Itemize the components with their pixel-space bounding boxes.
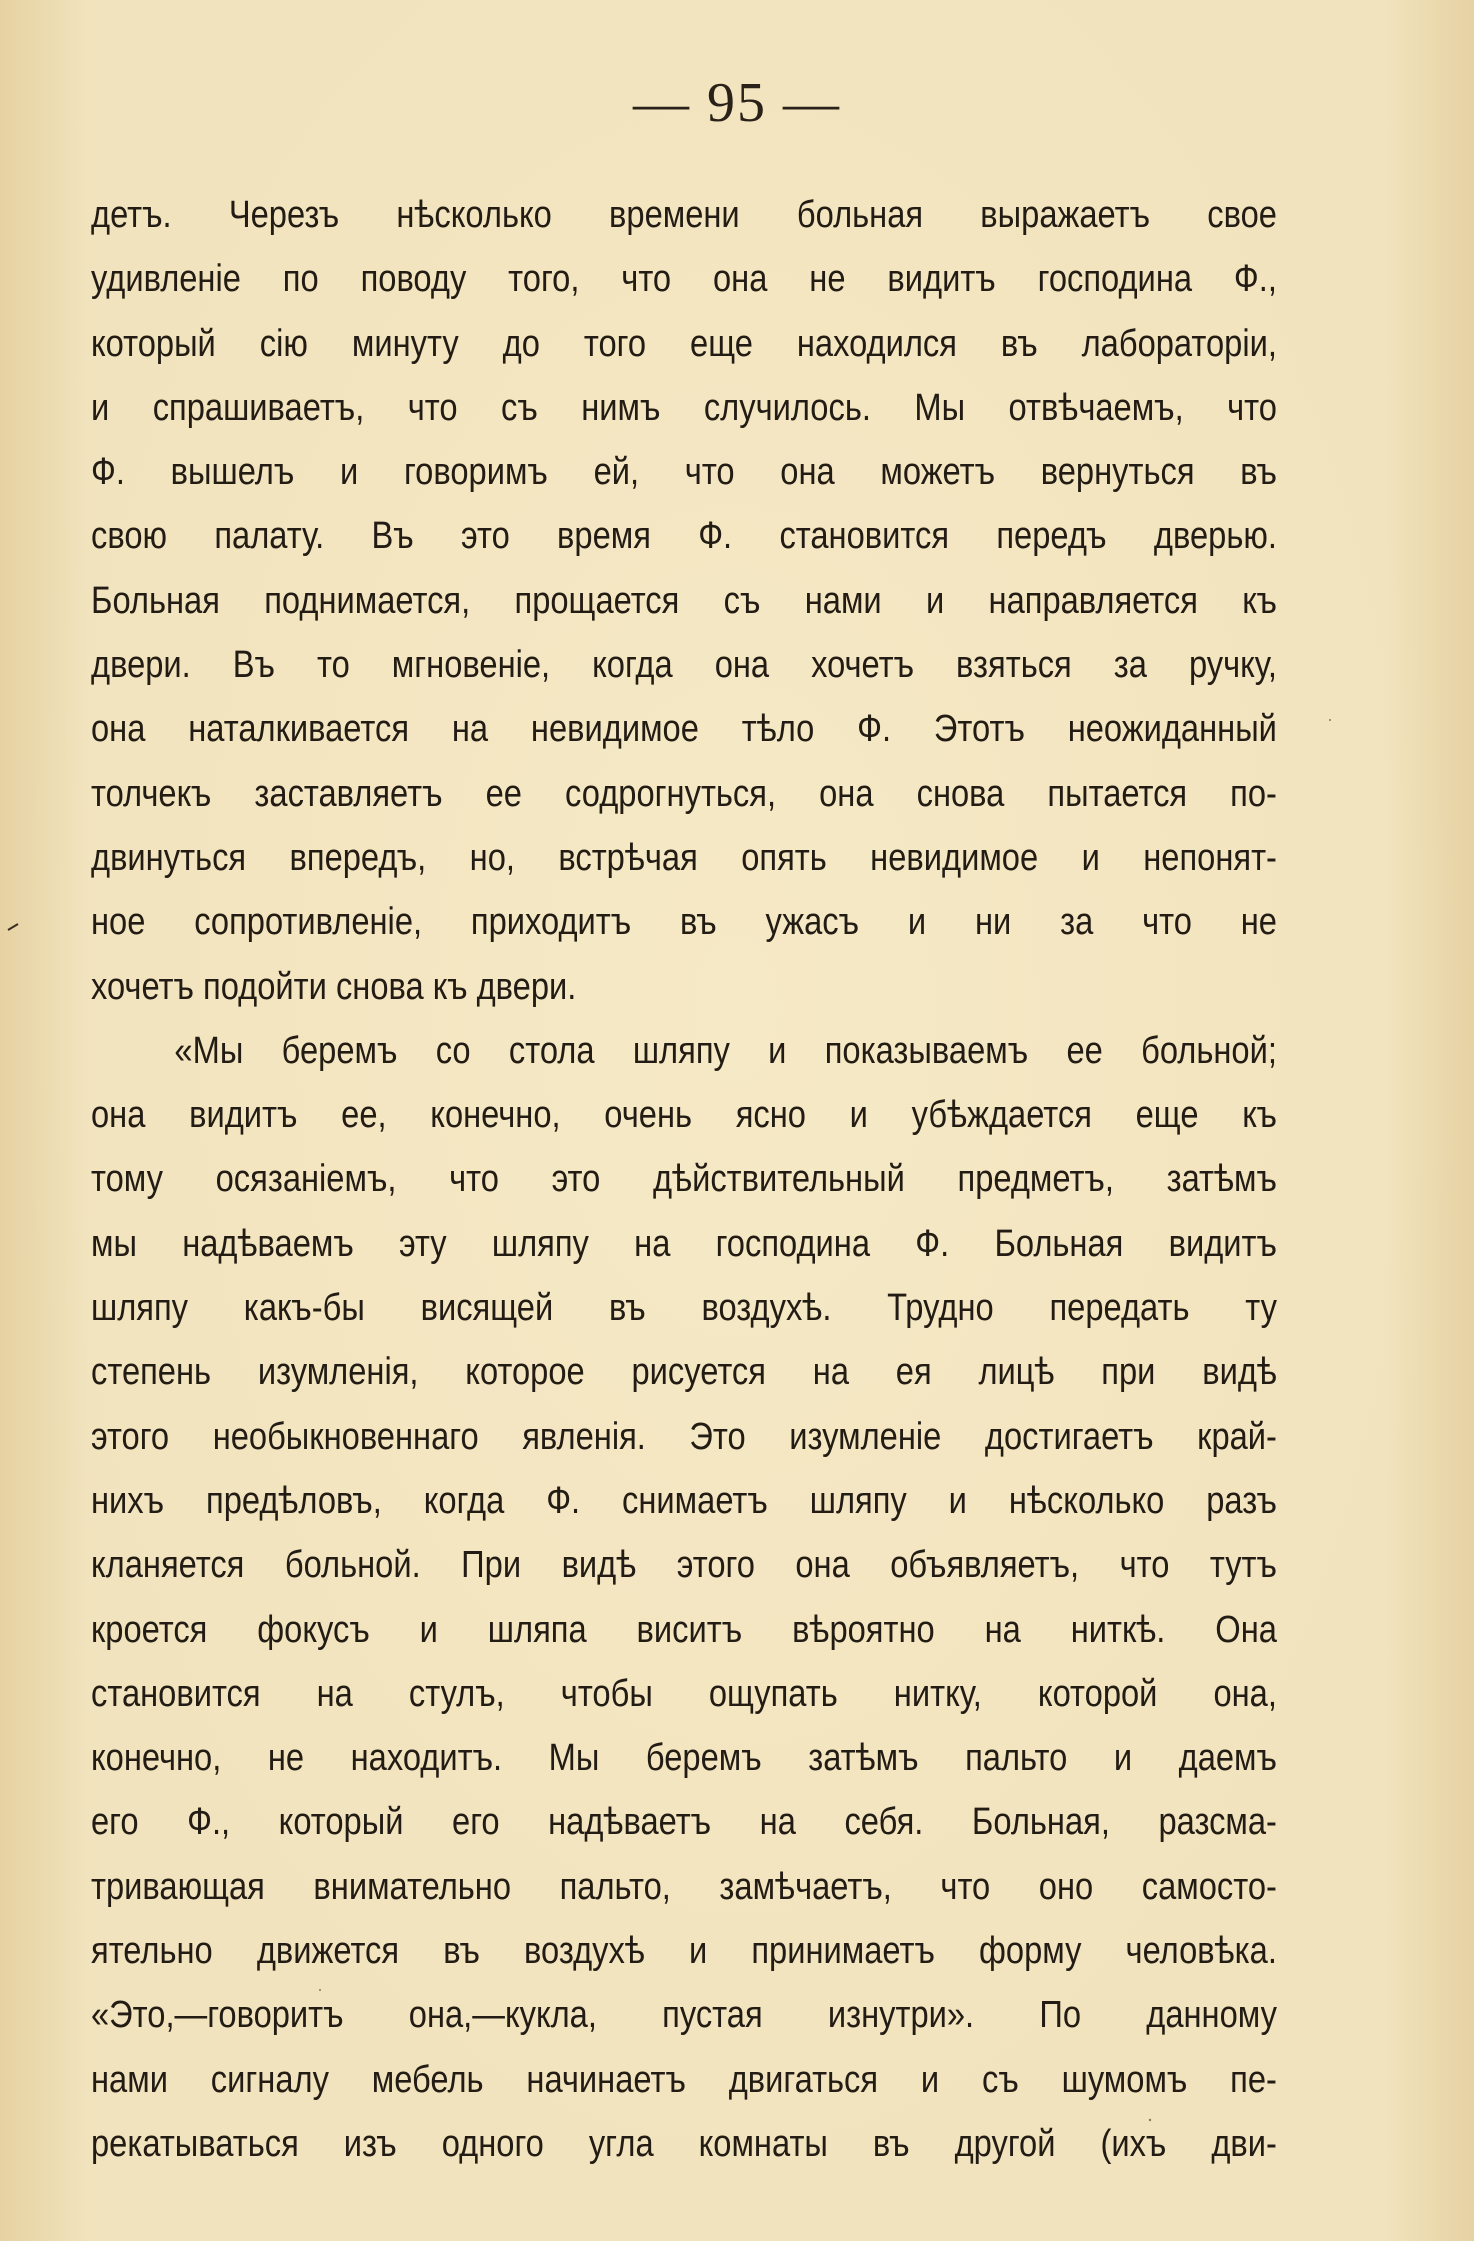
text-line: удивленіе по поводу того, что она не видитъ господина Ф., (91, 258, 1277, 301)
text-line: двери. Въ то мгновеніе, когда она хочетъ взяться за ручку, (91, 644, 1277, 687)
text-line: «Мы беремъ со стола шляпу и показываемъ ее больной; (174, 1029, 1277, 1072)
text-line: нами сигналу мебель начинаетъ двигаться и съ шумомъ пе- (91, 2058, 1277, 2101)
text-line: хочетъ подойти снова къ двери. (91, 965, 577, 1008)
text-line: конечно, не находитъ. Мы беремъ затѣмъ пальто и даемъ (91, 1737, 1277, 1780)
text-line: Больная поднимается, прощается съ нами и направляется къ (91, 579, 1277, 622)
text-line: кланяется больной. При видѣ этого она объявляетъ, что тутъ (91, 1544, 1277, 1587)
text-line: и спрашиваетъ, что съ нимъ случилось. Мы отвѣчаемъ, что (91, 386, 1277, 429)
text-line: шляпу какъ-бы висящей въ воздухѣ. Трудно передать ту (91, 1287, 1277, 1330)
text-line: тому осязаніемъ, что это дѣйствительный предметъ, затѣмъ (91, 1158, 1277, 1201)
text-line: детъ. Черезъ нѣсколько времени больная выражаетъ свое (91, 194, 1277, 236)
text-line: «Это,—говоритъ она,—кукла, пустая изнутри». По данному (91, 1994, 1277, 2037)
text-line: мы надѣваемъ эту шляпу на господина Ф. Больная видитъ (91, 1222, 1277, 1265)
text-body (91, 183, 1277, 2176)
text-line: Ф. вышелъ и говоримъ ей, что она можетъ вернуться въ (91, 451, 1277, 494)
text-line: ятельно движется въ воздухѣ и принимаетъ форму человѣка. (91, 1930, 1277, 1973)
text-line: она видитъ ее, конечно, очень ясно и убѣждается еще къ (91, 1094, 1277, 1137)
text-line: кроется фокусъ и шляпа виситъ вѣроятно на ниткѣ. Она (91, 1608, 1277, 1651)
text-line: свою палату. Въ это время Ф. становится передъ дверью. (91, 515, 1277, 558)
text-line: тривающая внимательно пальто, замѣчаетъ, что оно самосто- (91, 1865, 1277, 1908)
text-line: толчекъ заставляетъ ее содрогнуться, она снова пытается по- (91, 772, 1277, 815)
text-line: его Ф., который его надѣваетъ на себя. Больная, разсма- (91, 1801, 1277, 1844)
text-line: она наталкивается на невидимое тѣло Ф. Этотъ неожиданный (91, 708, 1277, 751)
text-line: рекатываться изъ одного угла комнаты въ другой (ихъ дви- (91, 2122, 1277, 2165)
text-line: нихъ предѣловъ, когда Ф. снимаетъ шляпу и нѣсколько разъ (91, 1479, 1277, 1522)
page-number: — 95 — (633, 72, 841, 134)
text-line: который сію минуту до того еще находился въ лабораторіи, (91, 322, 1277, 365)
text-line: становится на стулъ, чтобы ощупать нитку, которой она, (91, 1672, 1277, 1715)
text-line: ное сопротивленіе, приходитъ въ ужасъ и ни за что не (91, 901, 1277, 944)
text-line: двинуться впередъ, но, встрѣчая опять невидимое и непонят- (91, 836, 1277, 879)
text-line: этого необыкновеннаго явленія. Это изумленіе достигаетъ край- (91, 1415, 1277, 1458)
paragraph-1 (91, 183, 1277, 1019)
text-line: степень изумленія, которое рисуется на ея лицѣ при видѣ (91, 1351, 1277, 1394)
paragraph-2 (91, 1019, 1277, 2176)
